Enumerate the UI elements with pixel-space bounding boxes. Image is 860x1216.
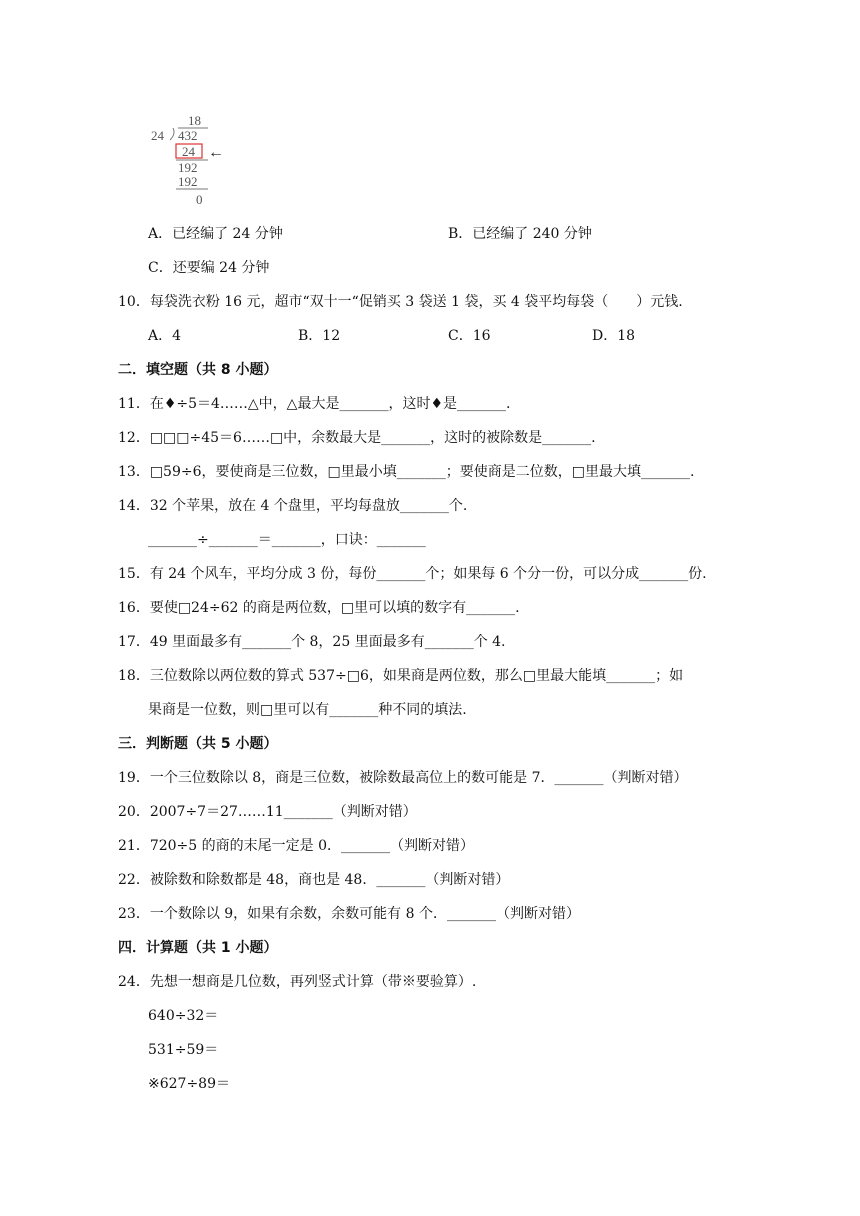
q15: 15．有 24 个风车，平均分成 3 份，每份_______个；如果每 6 个分一份，可以分成_______份. [118, 566, 707, 582]
q10-text: 10．每袋洗衣粉 16 元，超市“双十一“促销买 3 袋送 1 袋，买 4 袋平均每袋（ ）元钱. [118, 294, 683, 310]
q23: 23．一个数除以 9，如果有余数，余数可能有 8 个．_______（判断对错） [118, 906, 580, 922]
q9-option-a: A．已经编了 24 分钟 [148, 226, 283, 242]
quotient: 18 [188, 113, 201, 128]
q24: 24．先想一想商是几位数，再列竖式计算（带※要验算）. [118, 974, 477, 990]
q14-text: 14．32 个苹果，放在 4 个盘里，平均每盘放_______个. [118, 498, 468, 514]
long-division-figure [148, 112, 232, 208]
partial-product-1: 24 [182, 144, 195, 159]
divisor: 24 [151, 128, 164, 143]
pointer-arrow: ← [208, 144, 224, 161]
q11: 11．在♦÷5＝4……△中，△最大是_______，这时♦是_______. [118, 396, 511, 412]
q18-line-2: 果商是一位数，则□里可以有_______种不同的填法. [148, 702, 467, 718]
q10-option-b: B．12 [298, 328, 341, 344]
section-fill-heading: 二．填空题（共 8 小题） [118, 362, 278, 378]
q16: 16．要使□24÷62 的商是两位数，□里可以填的数字有_______. [118, 600, 520, 616]
q24-expr-1: 640÷32＝ [148, 1008, 219, 1024]
section-judge-heading: 三．判断题（共 5 小题） [118, 736, 278, 752]
q10-option-d: D．18 [592, 328, 636, 344]
q12: 12．□□□÷45＝6……□中，余数最大是_______，这时的被除数是_______. [118, 430, 596, 446]
q18-line-1: 18．三位数除以两位数的算式 537÷□6，如果商是两位数，那么□里最大能填_______；如 [118, 668, 684, 684]
dividend: 432 [178, 128, 198, 143]
q19: 19．一个三位数除以 8，商是三位数，被除数最高位上的数可能是 7．_______（判断对错） [118, 770, 688, 786]
q10-option-c: C．16 [448, 328, 491, 344]
section-calc-heading: 四．计算题（共 1 小题） [118, 940, 278, 956]
q20: 20．2007÷7＝27……11_______（判断对错） [118, 804, 417, 820]
partial-row-2: 192 [178, 160, 198, 175]
q14-formula: _______÷_______＝_______，口诀：_______ [148, 532, 426, 548]
q9-option-b: B．已经编了 240 分钟 [448, 226, 592, 242]
q24-expr-2: 531÷59＝ [148, 1042, 219, 1058]
division-bracket [170, 128, 174, 140]
q21: 21．720÷5 的商的末尾一定是 0．_______（判断对错） [118, 838, 474, 854]
q24-expr-3: ※627÷89＝ [148, 1076, 230, 1092]
remainder: 0 [196, 192, 203, 207]
q17: 17．49 里面最多有_______个 8，25 里面最多有_______个 4. [118, 634, 506, 650]
q10-option-a: A．4 [148, 328, 182, 344]
q9-option-c: C．还要编 24 分钟 [148, 260, 270, 276]
partial-row-3: 192 [178, 174, 198, 189]
q13: 13．□59÷6，要使商是三位数，□里最小填_______；要使商是二位数，□里最大填_______. [118, 464, 695, 480]
q22: 22．被除数和除数都是 48，商也是 48．_______（判断对错） [118, 872, 510, 888]
